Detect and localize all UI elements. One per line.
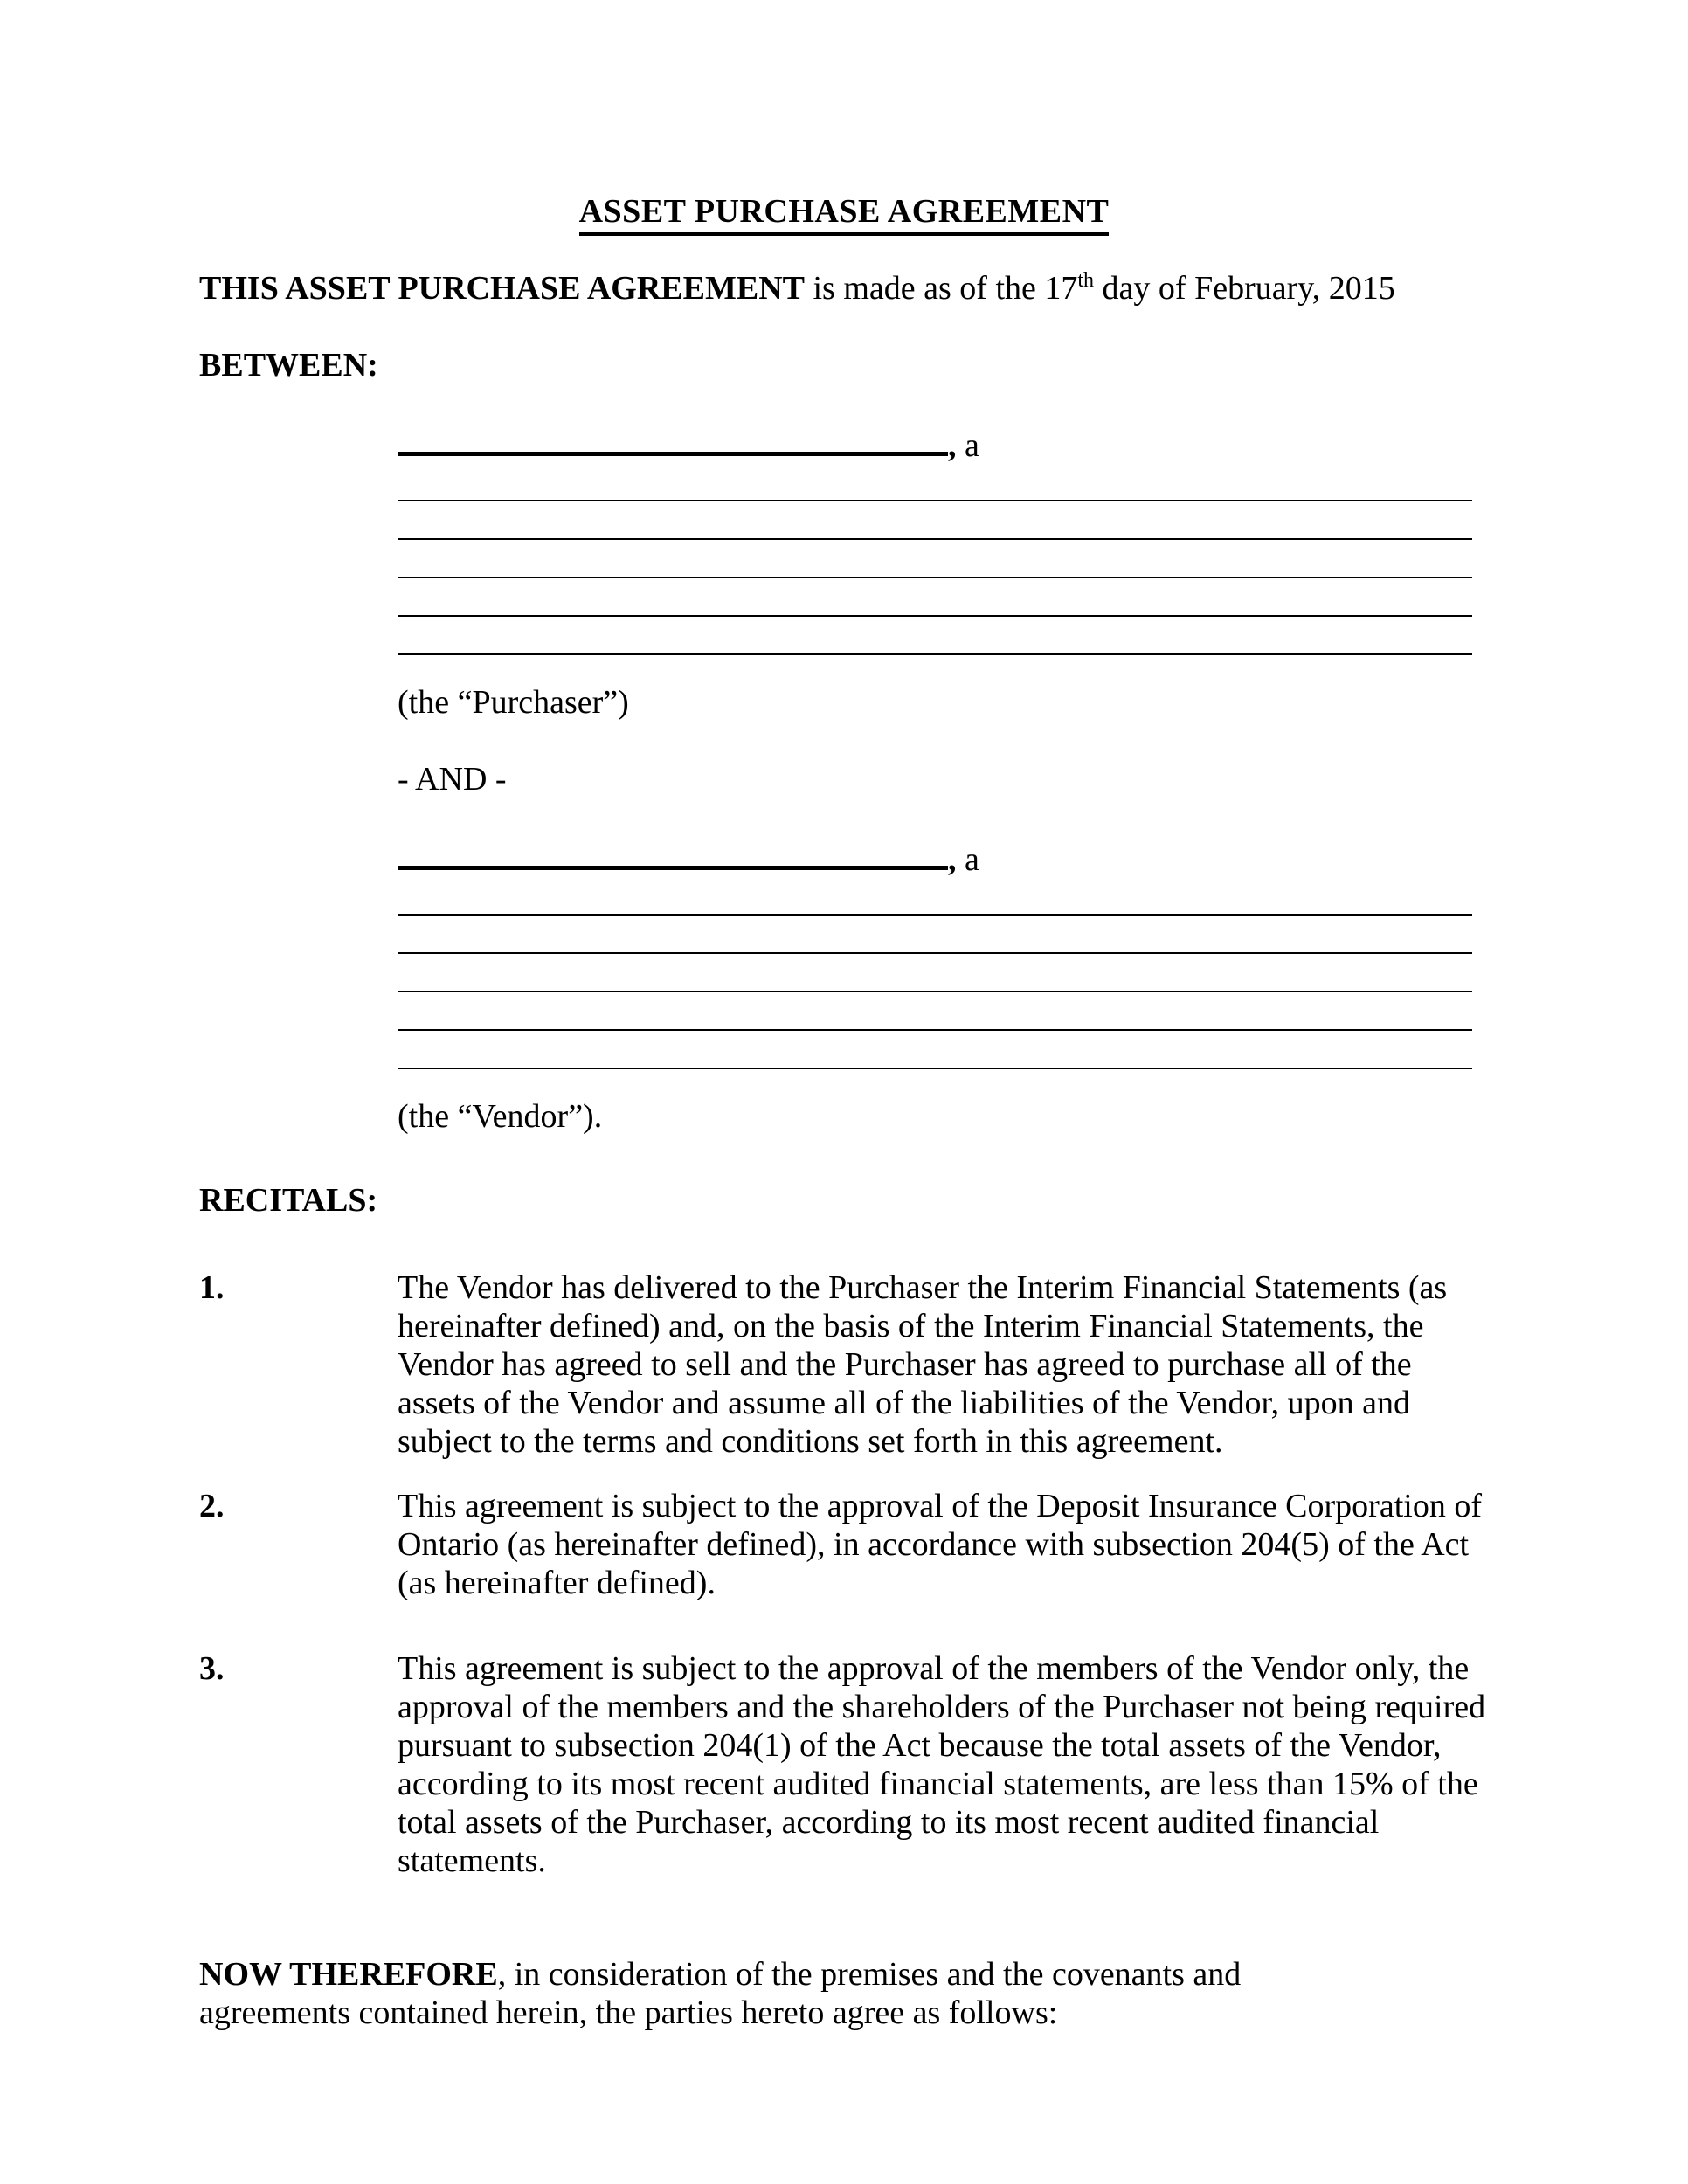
and-separator: - AND - bbox=[398, 761, 507, 798]
vendor-party-block bbox=[398, 839, 1489, 1069]
intro-paragraph bbox=[199, 269, 1489, 308]
purchaser-caption: (the “Purchaser”) bbox=[398, 684, 629, 721]
vendor-name-fill-in-blank[interactable] bbox=[398, 839, 948, 870]
intro-text-after-sup: day of February, 2015 bbox=[1094, 270, 1395, 307]
purchaser-name-suffix bbox=[948, 427, 979, 464]
vendor-description-fill-in-line[interactable] bbox=[398, 916, 1472, 954]
document-title bbox=[199, 192, 1489, 231]
intro-ordinal-superscript: th bbox=[1077, 269, 1095, 292]
recital-number: 3. bbox=[199, 1650, 225, 1687]
vendor-description-fill-in-line[interactable] bbox=[398, 954, 1472, 992]
vendor-caption: (the “Vendor”). bbox=[398, 1098, 603, 1135]
vendor-description-fill-in-line[interactable] bbox=[398, 992, 1472, 1031]
closing-text: , in consideration of the premises and the covenants and agreements contained herein, the parties hereto agree as follows: bbox=[199, 1956, 1242, 2031]
recital-item-3 bbox=[199, 1649, 1489, 1880]
vendor-name-suffix bbox=[948, 841, 979, 878]
recital-item-2 bbox=[199, 1487, 1489, 1602]
vendor-name-line bbox=[398, 839, 1489, 877]
between-label: BETWEEN: bbox=[199, 347, 378, 384]
document-title-text: ASSET PURCHASE AGREEMENT bbox=[579, 192, 1110, 236]
recitals-heading: RECITALS: bbox=[199, 1182, 378, 1219]
purchaser-name-line bbox=[398, 425, 1489, 463]
vendor-description-fill-in-line[interactable] bbox=[398, 1031, 1472, 1069]
purchaser-suffix-text: a bbox=[956, 427, 979, 464]
vendor-suffix-text: a bbox=[956, 841, 979, 878]
recital-item-1 bbox=[199, 1268, 1489, 1461]
intro-text-before-sup: is made as of the 17 bbox=[805, 270, 1078, 307]
closing-paragraph bbox=[199, 1955, 1352, 2032]
purchaser-description-fill-in-line[interactable] bbox=[398, 617, 1472, 655]
recital-text: The Vendor has delivered to the Purchaser the Interim Financial Statements (as hereinafter defined) and, on the basis of the Interim Financial Statements, the Vendor has agreed to sell and the Purchaser has agreed to purchase all of the assets of the Vendor and assume all of the liabilities of the Vendor, upon and subject to the terms and conditions set forth in this agreement. bbox=[398, 1269, 1448, 1460]
recital-text: This agreement is subject to the approval of the Deposit Insurance Corporation of Ontario (as hereinafter defined), in accordance with subsection 204(5) of the Act (as hereinafter defined). bbox=[398, 1488, 1482, 1601]
vendor-suffix-comma: , bbox=[948, 841, 957, 878]
recital-number: 1. bbox=[199, 1269, 225, 1306]
vendor-description-fill-in-line[interactable] bbox=[398, 877, 1472, 916]
recital-text: This agreement is subject to the approval of the members of the Vendor only, the approval of the members and the shareholders of the Purchaser not being required pursuant to subsection 204(1) of the Act because the total assets of the Vendor, according to its most recent audited financial statements, are less than 15% of the total assets of the Purchaser, according to its most recent audited financial statements. bbox=[398, 1650, 1486, 1879]
closing-bold-lead: NOW THEREFORE bbox=[199, 1956, 498, 1993]
purchaser-description-fill-in-line[interactable] bbox=[398, 578, 1472, 617]
purchaser-description-fill-in-line[interactable] bbox=[398, 463, 1472, 501]
purchaser-description-fill-in-line[interactable] bbox=[398, 501, 1472, 540]
purchaser-name-fill-in-blank[interactable] bbox=[398, 425, 948, 456]
purchaser-party-block bbox=[398, 425, 1489, 655]
intro-bold-lead: THIS ASSET PURCHASE AGREEMENT bbox=[199, 270, 805, 307]
purchaser-suffix-comma: , bbox=[948, 427, 957, 464]
purchaser-description-fill-in-line[interactable] bbox=[398, 540, 1472, 578]
recital-number: 2. bbox=[199, 1488, 225, 1524]
